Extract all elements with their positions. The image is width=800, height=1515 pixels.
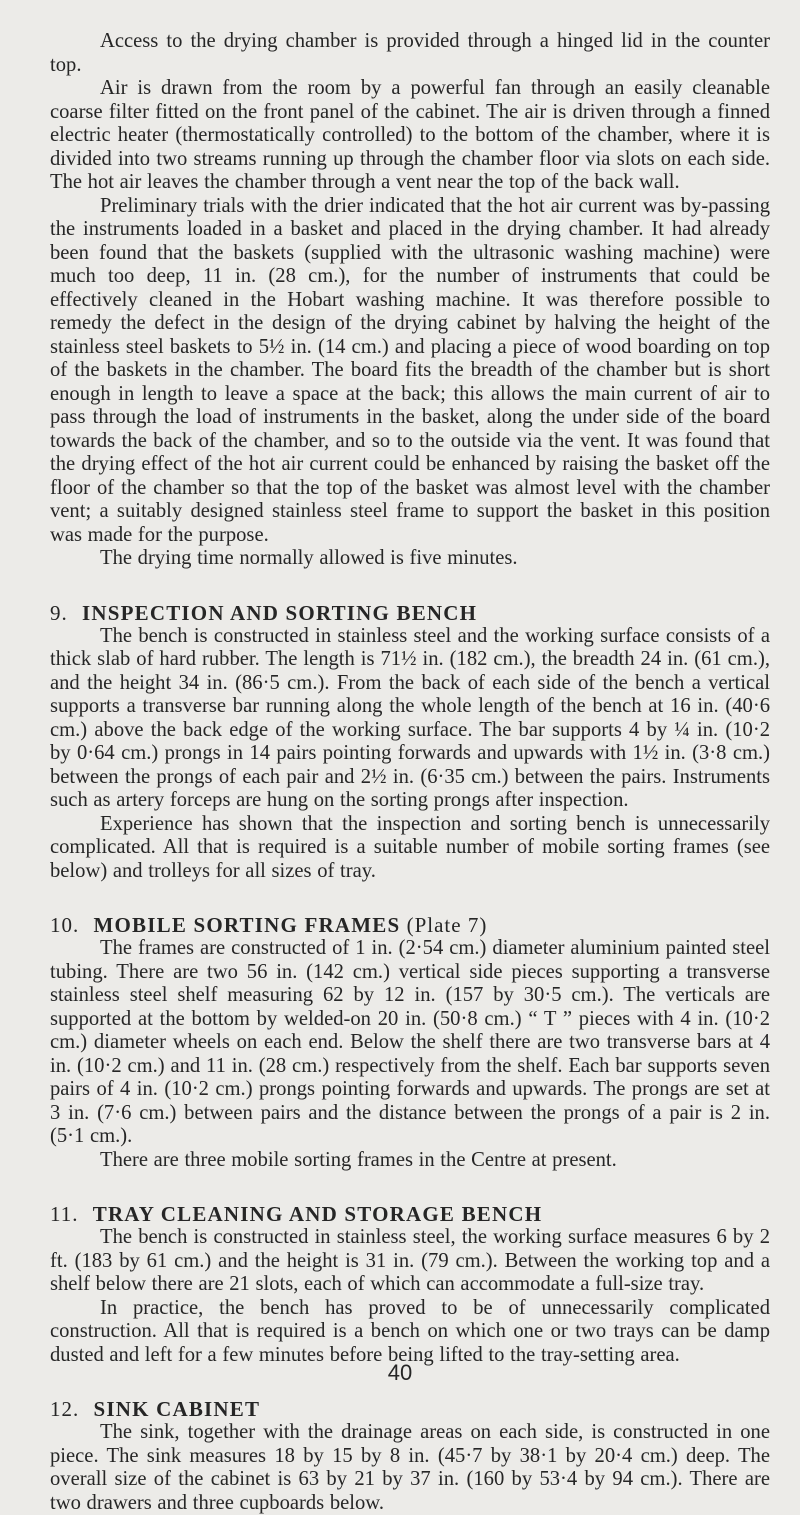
section-10-plate-ref: (Plate 7) — [406, 913, 488, 937]
document-page — [50, 30, 770, 1515]
section-11-heading — [50, 1202, 770, 1226]
paragraph-drying-access: Access to the drying chamber is provided through a hinged lid in the counter top. — [50, 30, 770, 76]
paragraph-bench-experience: Experience has shown that the inspection and sorting bench is unnecessarily complicated. All that is required is a suitable number of mobile sorting frames (see below) and trolleys for all sizes of tray. — [50, 812, 770, 882]
paragraph-bench-construction: The bench is constructed in stainless steel and the working surface consists of a thick slab of hard rubber. The length is 71½ in. (182 cm.), the breadth 24 in. (61 cm.), and the height 34 in. (86·5 cm.). From the back of each side of the bench a vertical supports a transverse bar running along the whole length of the bench at 16 in. (40·6 cm.) above the back edge of the working surface. The bar supports 4 by ¼ in. (10·2 by 0·64 cm.) prongs in 14 pairs pointing forwards and upwards with 1½ in. (3·8 cm.) between the prongs of each pair and 2½ in. (6·35 cm.) between the pairs. Instruments such as artery forceps are hung on the sorting prongs after inspection. — [50, 624, 770, 811]
paragraph-drying-trials: Preliminary trials with the drier indicated that the hot air current was by-passing the instruments loaded in a basket and placed in the drying chamber. It had already been found that the baskets (supplied with the ultrasonic washing machine) were much too deep, 11 in. (28 cm.), for the number of instruments that could be effectively cleaned in the Hobart washing machine. It was therefore possible to remedy the defect in the design of the drying cabinet by halving the height of the stainless steel baskets to 5½ in. (14 cm.) and placing a piece of wood boarding on top of the baskets in the chamber. The board fits the breadth of the chamber but is short enough in length to leave a space at the back; this allows the main current of air to pass through the load of instruments in the basket, along the under side of the board towards the back of the chamber, and so to the outside via the vent. It was found that the drying effect of the hot air current could be enhanced by raising the basket off the floor of the chamber so that the top of the basket was almost level with the chamber vent; a suitably designed stainless steel frame to support the basket in this position was made for the purpose. — [50, 194, 770, 546]
section-11-title: TRAY CLEANING AND STORAGE BENCH — [92, 1202, 543, 1226]
section-12-title: SINK CABINET — [93, 1397, 261, 1421]
page-number: 40 — [387, 1360, 413, 1385]
section-10-heading — [50, 913, 770, 937]
section-9-number: 9. — [50, 600, 68, 625]
section-9-heading — [50, 601, 770, 625]
section-10-title: MOBILE SORTING FRAMES — [93, 913, 401, 937]
section-9-title: INSPECTION AND SORTING BENCH — [82, 600, 478, 625]
paragraph-sink-cabinet: The sink, together with the drainage areas on each side, is constructed in one piece. The sink measures 18 by 15 by 8 in. (45·7 by 38·1 by 20·4 cm.) deep. The overall size of the cabinet is 63 by 21 by 37 in. (160 by 53·4 by 94 cm.). There are two drawers and three cupboards below. — [50, 1421, 770, 1514]
paragraph-tray-bench-construction: The bench is constructed in stainless steel, the working surface measures 6 by 2 ft. (183 by 61 cm.) and the height is 31 in. (79 cm.). Between the working top and a shelf below there are 21 slots, each of which can accommodate a full-size tray. — [50, 1226, 770, 1295]
section-12-number: 12. — [50, 1397, 80, 1421]
paragraph-drying-airflow: Air is drawn from the room by a powerful fan through an easily cleanable coarse filter fitted on the front panel of the cabinet. The air is driven through a finned electric heater (thermostatically controlled) to the bottom of the chamber, where it is divided into two streams running up through the chamber floor via slots on each side. The hot air leaves the chamber through a vent near the top of the back wall. — [50, 77, 770, 193]
section-12-heading — [50, 1397, 770, 1421]
paragraph-tray-bench-practice: In practice, the bench has proved to be of unnecessarily complicated construction. All that is required is a bench on which one or two trays can be damp dusted and left for a few minutes before being lifted to the tray-setting area. — [50, 1296, 770, 1366]
section-10-number: 10. — [50, 913, 80, 937]
paragraph-frames-construction: The frames are constructed of 1 in. (2·54 cm.) diameter aluminium painted steel tubing. There are two 56 in. (142 cm.) vertical side pieces supporting a transverse stainless steel shelf measuring 62 by 12 in. (157 by 30·5 cm.). The verticals are supported at the bottom by welded-on 20 in. (50·8 cm.) “ T ” pieces with 4 in. (10·2 cm.) diameter wheels on each end. Below the shelf there are two transverse bars at 4 in. (10·2 cm.) and 11 in. (28 cm.) respectively from the shelf. Each bar supports seven pairs of 4 in. (10·2 cm.) prongs pointing forwards and upwards. The prongs are set at 3 in. (7·6 cm.) between pairs and the distance between the prongs of a pair is 2 in. (5·1 cm.). — [50, 937, 770, 1147]
paragraph-drying-time: The drying time normally allowed is five minutes. — [100, 547, 518, 569]
section-11-number: 11. — [50, 1202, 79, 1226]
paragraph-frames-count: There are three mobile sorting frames in the Centre at present. — [100, 1148, 617, 1171]
